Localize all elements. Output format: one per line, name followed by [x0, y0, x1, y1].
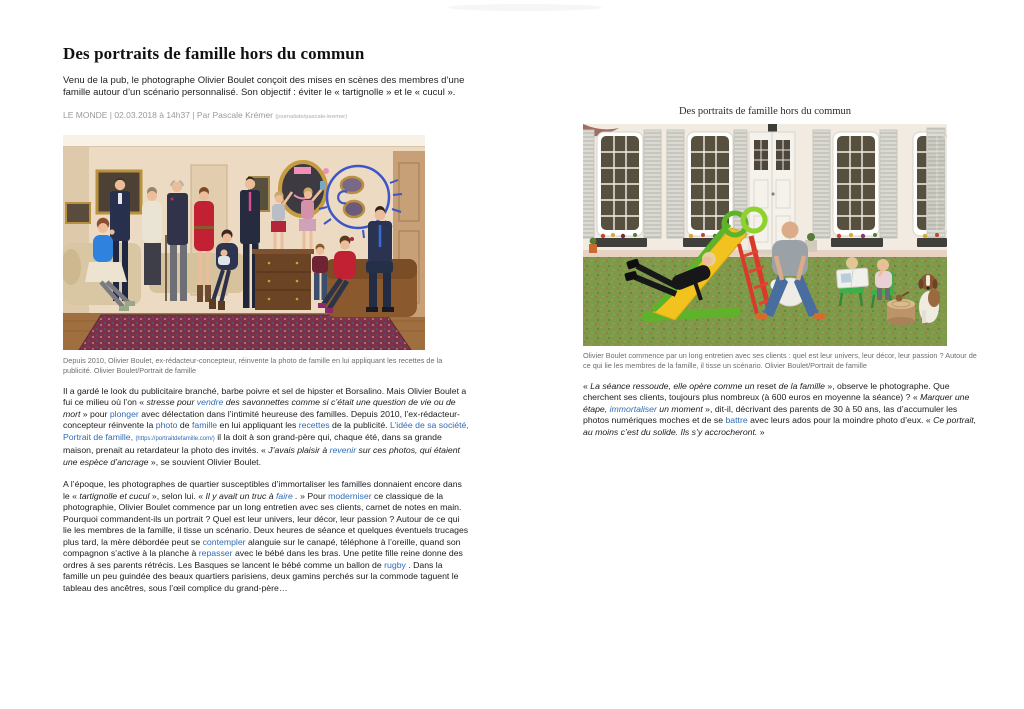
paragraph-1: [63, 386, 470, 469]
text-segment: avec le bébé dans les bras. Une petite fille reine donne des ordres à ses parents rétrécis. Les Basques se lancent le bébé comme un ballon de: [63, 548, 463, 570]
text-segment: », dit-il, décrivant des parents de 30 à 50 ans, las d’accumuler les photos numériques moches et de se: [583, 403, 958, 426]
text-segment: des savonnettes comme si c’était une question de vie ou de mort: [63, 397, 456, 419]
text-segment: alanguie sur le canapé, téléphone à l’oreille, quand son compagnon s’active à la planche à: [63, 536, 461, 559]
family-living-room-photo: [63, 135, 470, 350]
inline-link[interactable]: photo: [155, 420, 178, 431]
inline-link[interactable]: vendre: [196, 397, 224, 408]
text-segment: en lui appliquant les: [217, 420, 299, 431]
inline-link[interactable]: moderniser: [328, 490, 372, 501]
family-garden-photo: [583, 124, 983, 346]
text-segment: de la publicité.: [329, 420, 390, 431]
text-segment: tartignolle et cucul: [79, 490, 150, 501]
article-title: Des portraits de famille hors du commun: [63, 44, 365, 63]
text-segment: »: [757, 426, 765, 437]
text-segment: », se souvient Olivier Boulet.: [148, 456, 262, 467]
text-segment: stresse pour: [146, 397, 197, 408]
house-facade: [583, 124, 947, 257]
text-segment: «: [583, 380, 591, 391]
text-segment: A l’époque, les photographes de quartier susceptibles d’immortaliser les familles donnaient encore dans le «: [63, 479, 462, 501]
inline-link[interactable]: repasser: [198, 548, 233, 559]
paragraph-2: [63, 479, 470, 594]
inline-link[interactable]: plonger: [109, 408, 139, 419]
inline-link[interactable]: battre: [725, 415, 748, 426]
text-segment: Il y avait un truc à: [205, 490, 276, 501]
text-segment: . Dans la famille un peu guindée des beaux quartiers parisiens, deux gamins perchés sur la commode taguent le tableau des ancêtres, sous l’œil complice du grand-père…: [63, 559, 459, 593]
text-segment: de: [177, 420, 192, 431]
text-segment: » pour: [80, 408, 110, 419]
commode: [252, 249, 314, 310]
article-lede: Venu de la pub, le photographe Olivier Boulet conçoit des mises en scènes des membres d’une famille autour d’un scénario personnalisé. Son objectif : éviter le « tartignolle » et le « cucul ».: [63, 75, 465, 98]
inline-link[interactable]: revenir: [329, 445, 357, 456]
text-segment: J’avais plaisir à: [268, 445, 330, 456]
text-segment: », observe le photographe. Que cherchent ses clients, toujours plus nombreux (à 600 euros en moyenne la séance) ? «: [583, 380, 950, 403]
scan-smudge: [447, 4, 602, 11]
text-segment: avec leurs ados pour la moindre photo d’eux. «: [747, 415, 934, 426]
text-segment: il la doit à son grand-père qui, chaque été, dans sa grande maison, prenait au retardateur la photo des invités. «: [63, 431, 442, 456]
text-segment: avec délectation dans l’intimité heureuse des familles. Depuis 2010, l’ex-rédacteur-concepteur réinvente la: [63, 408, 460, 431]
inline-link[interactable]: L’idée de sa société, Portrait de famille,: [63, 420, 469, 442]
byline: [63, 110, 470, 122]
text-segment: » Pour: [297, 490, 329, 501]
dog: [918, 274, 940, 323]
inline-link[interactable]: immortaliser: [609, 403, 657, 414]
photo-caption-right: Olivier Boulet commence par un long entretien avec ses clients : quel est leur univers, leur décor, leur passion ? Autour de ce qui lie les membres de la famille, il tisse un scénario. Olivier Boulet/Portrait de famille: [583, 351, 977, 370]
inline-link[interactable]: (https://portraitdefamille.com/): [135, 435, 215, 442]
right-paragraph: [583, 381, 983, 439]
byline-main: LE MONDE | 02.03.2018 à 14h37 | Par Pascale Krémer: [63, 110, 273, 120]
text-segment: reset: [754, 380, 779, 391]
byline-author-link[interactable]: (journaliste/pascale-kremer): [275, 114, 348, 120]
text-segment: ce classique de la photographie, Olivier Boulet commence par un long entretien avec ses clients, carnet de notes en main. Pourquoi commandent-ils un portrait ? Quel est leur univers, leur décor, leur passion ? Autour de ce qui lie les membres de la famille, il tisse un scénario. Deux heures de séance et quelques éventuels trucages plus tard, la mère débordée peut se: [63, 490, 469, 547]
text-segment: de la famille: [778, 380, 825, 391]
text-segment: Marquer une étape,: [583, 392, 970, 414]
text-segment: La séance ressoude, elle opère comme un: [590, 380, 755, 391]
text-segment: Il a gardé le look du publicitaire branché, barbe poivre et sel de hipster et Borsalino. Mais Olivier Boulet a fui ce milieu où l’on «: [63, 385, 467, 408]
inline-link[interactable]: contempler: [202, 536, 246, 547]
left-column: [63, 44, 470, 605]
running-head: Des portraits de famille hors du commun: [678, 106, 852, 117]
text-segment: Ce portrait, au moins c’est du solide. Ils s’y accrocheront.: [583, 415, 977, 437]
inline-link[interactable]: famille: [191, 420, 218, 431]
text-segment: sur ces photos, qui étaient une espèce d’ancrage: [63, 445, 460, 467]
photo-caption-left: Depuis 2010, Olivier Boulet, ex-rédacteur-concepteur, réinvente la photo de famille en lui appliquant les recettes de la publicité. Olivier Boulet/Portrait de famille: [63, 356, 443, 375]
right-column: [583, 106, 983, 449]
inline-link[interactable]: recettes: [298, 420, 330, 431]
text-segment: un moment: [656, 403, 703, 414]
inline-link[interactable]: rugby: [384, 559, 406, 570]
text-segment: .: [292, 490, 298, 501]
inline-link[interactable]: faire: [275, 490, 293, 501]
text-segment: », selon lui. «: [149, 490, 206, 501]
